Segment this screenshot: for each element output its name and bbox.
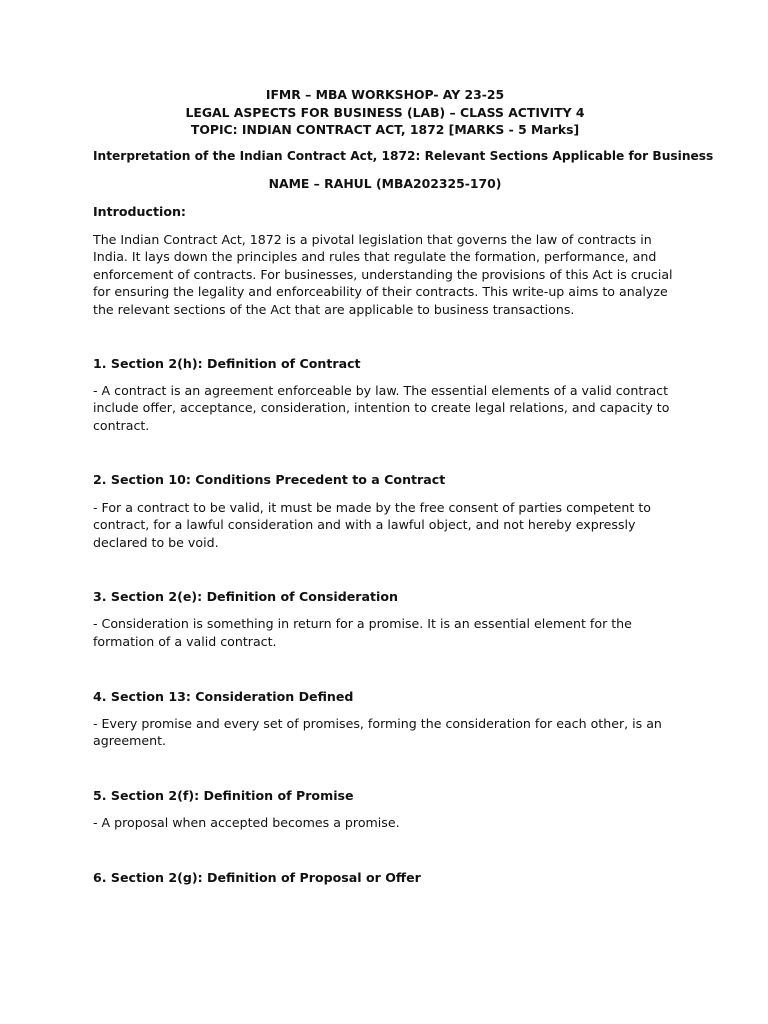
interpretation-title: Interpretation of the Indian Contract Act, 1872: Relevant Sections Applicable for Business — [93, 148, 714, 163]
section-item — [93, 688, 677, 750]
introduction-text: The Indian Contract Act, 1872 is a pivotal legislation that governs the law of contracts in India. It lays down the principles and rules that regulate the formation, performance, and enforcement of contracts. For businesses, understanding the provisions of this Act is crucial for ensuring the legality and enforceability of their contracts. This write-up aims to analyze the relevant sections of the Act that are applicable to business transactions. — [93, 231, 673, 317]
section-title: 1. Section 2(h): Definition of Contract — [93, 355, 361, 371]
document-header — [93, 86, 677, 139]
section-title: 5. Section 2(f): Definition of Promise — [93, 787, 354, 803]
section-item — [93, 355, 677, 435]
section-item — [93, 869, 677, 887]
introduction-heading: Introduction: — [93, 203, 186, 219]
section-title: 3. Section 2(e): Definition of Consideration — [93, 589, 398, 605]
header-line-topic: TOPIC: INDIAN CONTRACT ACT, 1872 [MARKS - 5 Marks] — [190, 122, 580, 138]
section-body: - A contract is an agreement enforceable by law. The essential elements of a valid contract include offer, acceptance, consideration, intention to create legal relations, and capacity to contract. — [93, 382, 670, 433]
header-line-course: LEGAL ASPECTS FOR BUSINESS (LAB) – CLASS ACTIVITY 4 — [185, 104, 585, 120]
section-body: - Consideration is something in return for a promise. It is an essential element for the formation of a valid contract. — [93, 616, 632, 649]
document-page — [93, 86, 714, 886]
section-title: 4. Section 13: Consideration Defined — [93, 688, 354, 704]
section-item — [93, 787, 677, 832]
section-item — [93, 588, 677, 650]
header-line-workshop: IFMR – MBA WORKSHOP- AY 23-25 — [265, 87, 505, 102]
section-title: 6. Section 2(g): Definition of Proposal or Offer — [93, 869, 421, 885]
section-item — [93, 471, 677, 551]
section-title: 2. Section 10: Conditions Precedent to a Contract — [93, 472, 446, 488]
section-body: - Every promise and every set of promises, forming the consideration for each other, is an agreement. — [93, 715, 662, 749]
section-body: - A proposal when accepted becomes a promise. — [93, 814, 400, 830]
section-body: - For a contract to be valid, it must be made by the free consent of parties competent to contract, for a lawful consideration and with a lawful object, and not hereby expressly declared to be void. — [93, 499, 651, 550]
student-name: NAME – RAHUL (MBA202325-170) — [268, 176, 502, 192]
